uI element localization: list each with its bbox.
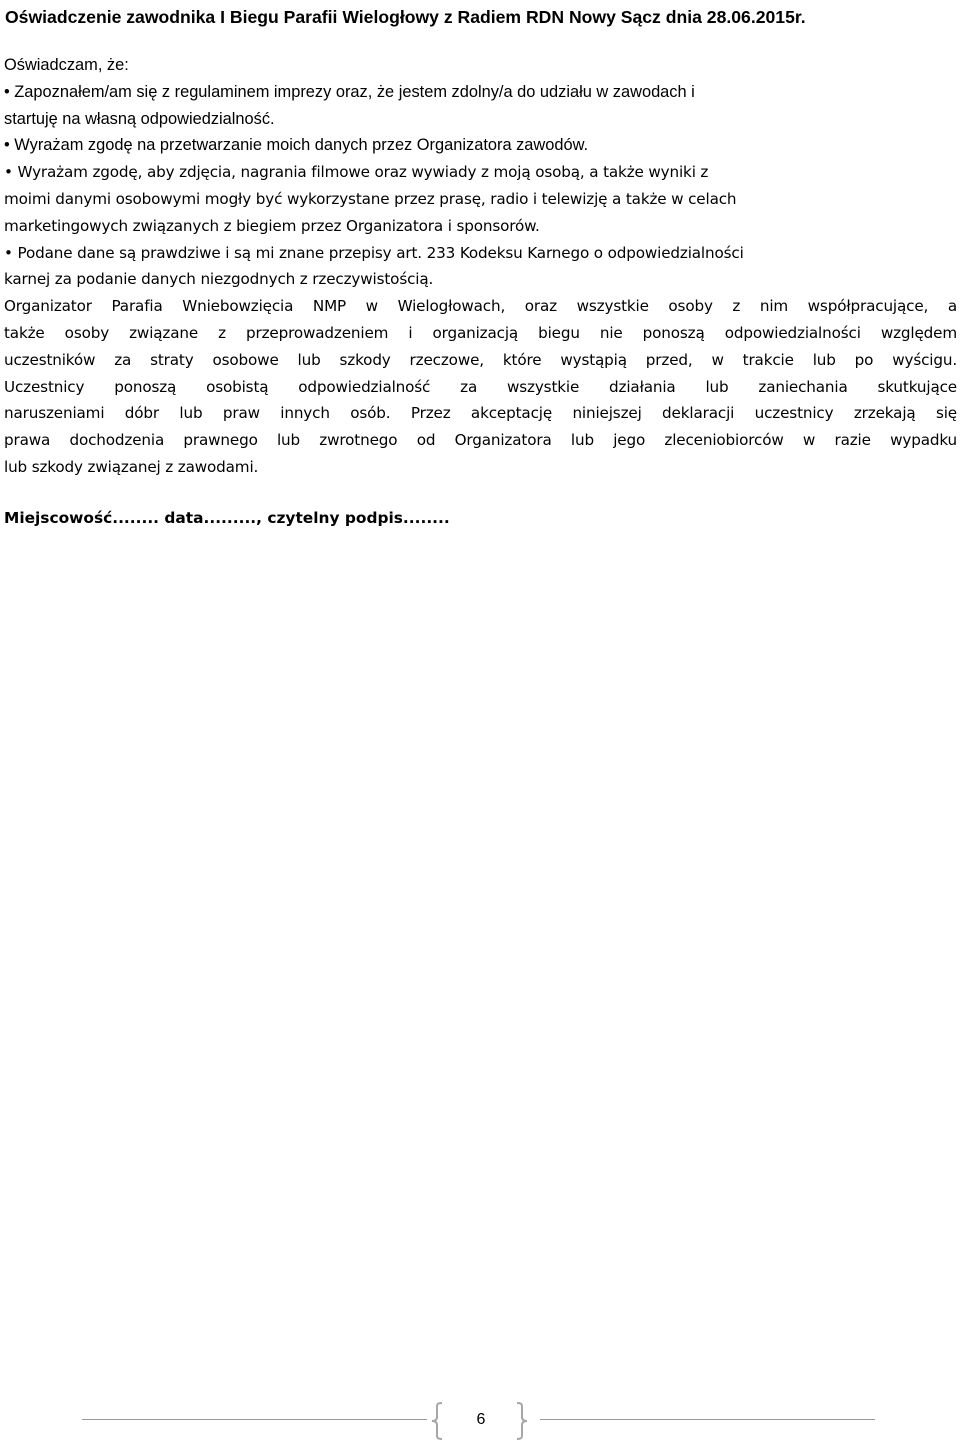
liability-paragraph-line-3: uczestników za straty osobowe lub szkody rzeczowe, które wystąpią przed, w trakcie lub po wyścigu.	[4, 350, 957, 369]
bullet-true-data-line-1: • Podane dane są prawdziwe i są mi znane przepisy art. 233 Kodeksu Karnego o odpowiedzialności	[4, 243, 744, 262]
bullet-media-consent-line-1: • Wyrażam zgodę, aby zdjęcia, nagrania filmowe oraz wywiady z moją osobą, a także wyniki z	[4, 163, 709, 182]
liability-paragraph-line-5: naruszeniami dóbr lub praw innych osób. Przez akceptację niniejszej deklaracji uczestnicy zrzekają się	[4, 404, 957, 423]
bullet-true-data-line-2: karnej za podanie danych niezgodnych z rzeczywistością.	[4, 270, 434, 289]
liability-paragraph-line-6: prawa dochodzenia prawnego lub zwrotnego od Organizatora lub jego zleceniobiorców w razie wypadku	[4, 431, 957, 450]
bullet-regulations-line-2: startuję na własną odpowiedzialność.	[4, 109, 275, 128]
liability-paragraph-line-1: Organizator Parafia Wniebowzięcia NMP w Wielogłowach, oraz wszystkie osoby z nim współpracujące, a	[4, 297, 957, 316]
liability-paragraph-line-2: także osoby związane z przeprowadzeniem i organizacją biegu nie ponoszą odpowiedzialności względem	[4, 323, 957, 342]
footer-rule-right	[540, 1419, 875, 1420]
liability-paragraph-line-7: lub szkody związanej z zawodami.	[4, 457, 259, 476]
bullet-regulations-line-1: • Zapoznałem/am się z regulaminem imprezy oraz, że jestem zdolny/a do udziału w zawodach i	[4, 82, 695, 101]
bullet-media-consent-line-2: moimi danymi osobowymi mogły być wykorzystane przez prasę, radio i telewizję a także w celach	[4, 189, 737, 208]
right-brace-icon	[516, 1402, 528, 1440]
liability-paragraph-line-4: Uczestnicy ponoszą osobistą odpowiedzialność za wszystkie działania lub zaniechania skutkujące	[4, 377, 957, 396]
footer-rule-left	[82, 1419, 427, 1420]
intro-text: Oświadczam, że:	[4, 56, 129, 74]
left-brace-icon	[431, 1402, 443, 1440]
bullet-data-processing: • Wyrażam zgodę na przetwarzanie moich danych przez Organizatora zawodów.	[4, 136, 589, 155]
bullet-media-consent-line-3: marketingowych związanych z biegiem przez Organizatora i sponsorów.	[4, 216, 540, 235]
page-number: 6	[476, 1411, 486, 1428]
signature-line: Miejscowość........ data........., czytelny podpis........	[4, 509, 450, 527]
declaration-body	[4, 52, 957, 481]
document-title: Oświadczenie zawodnika I Biegu Parafii Wielogłowy z Radiem RDN Nowy Sącz dnia 28.06.2015r.	[5, 7, 806, 27]
